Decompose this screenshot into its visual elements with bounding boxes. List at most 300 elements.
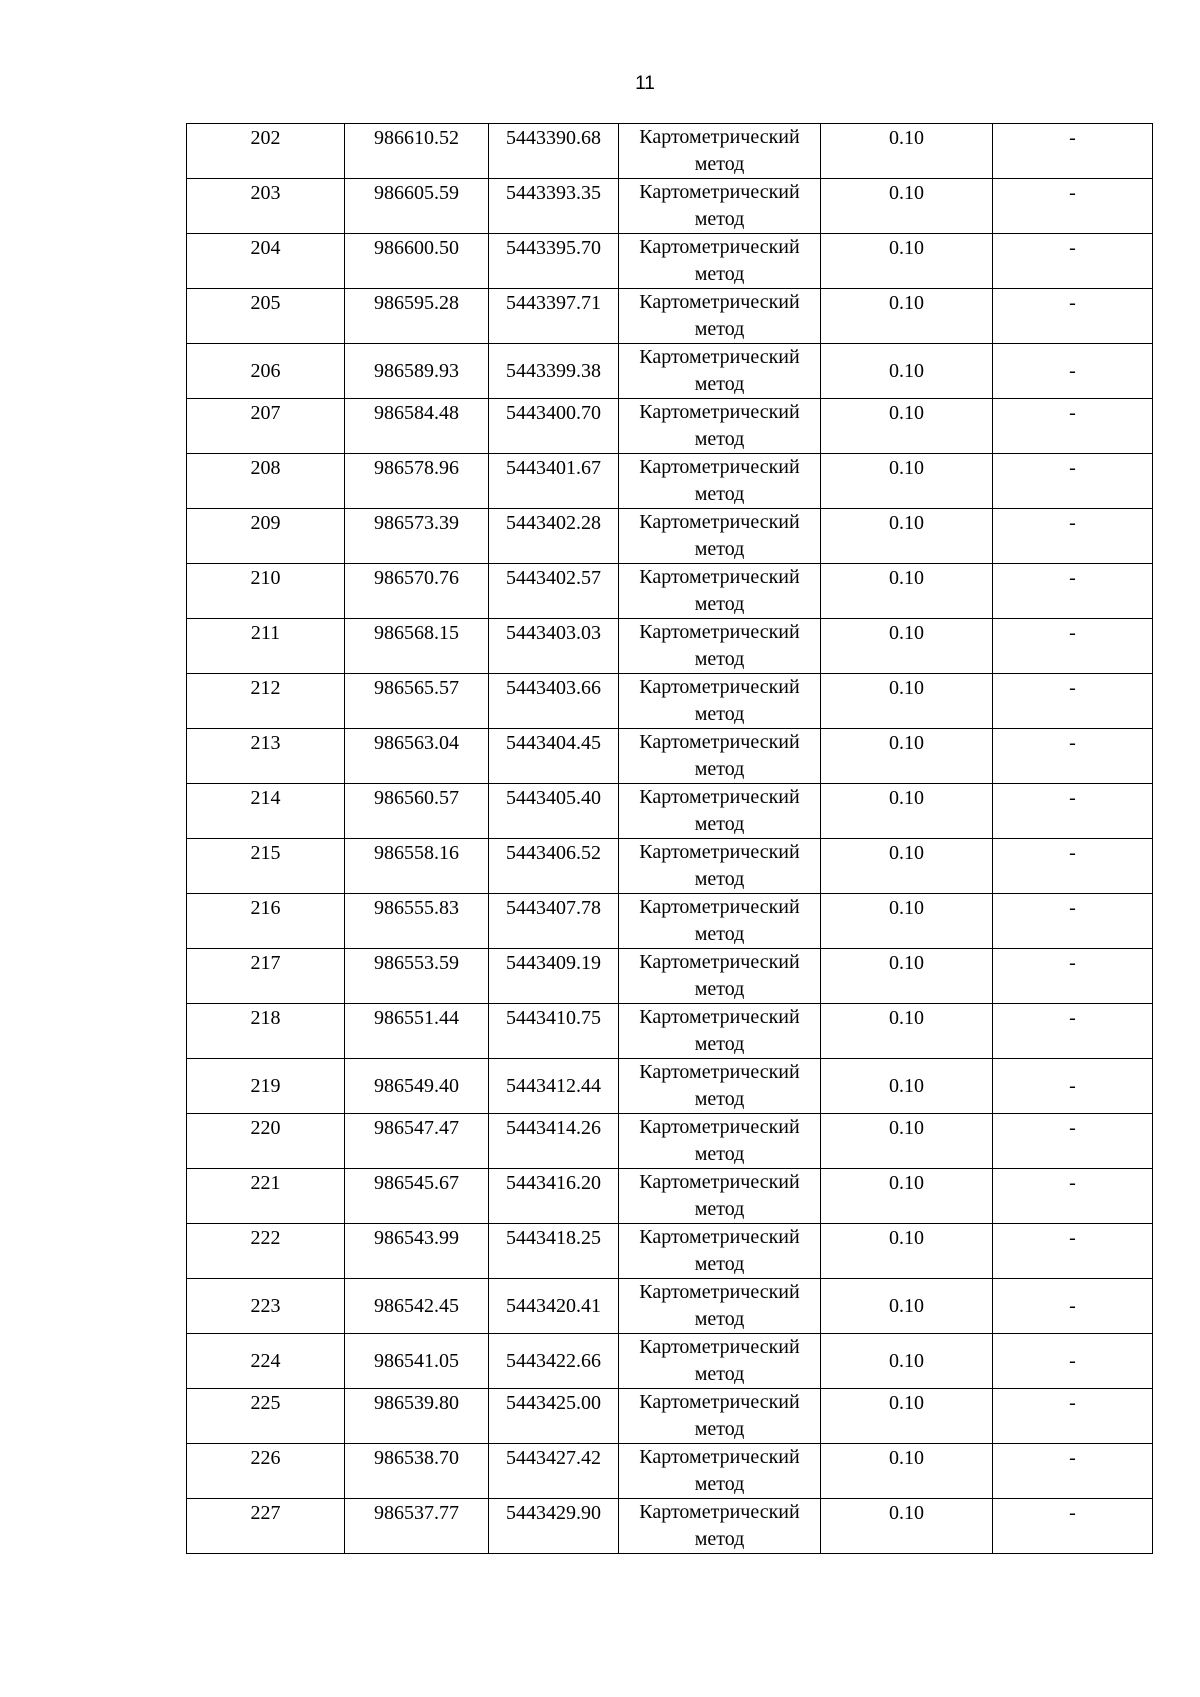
x-coordinate-value: 986584.48 <box>374 402 459 424</box>
method-line-2: метод <box>694 1198 745 1220</box>
accuracy-cell <box>821 619 993 674</box>
x-coordinate-cell <box>345 1279 489 1334</box>
method-cell <box>619 1334 821 1389</box>
table-row <box>187 619 1153 674</box>
method-cell <box>619 124 821 179</box>
method-line-2: метод <box>694 1528 745 1550</box>
table-row <box>187 1004 1153 1059</box>
accuracy-value: 0.10 <box>889 732 924 754</box>
y-coordinate-value: 5443400.70 <box>506 402 601 424</box>
point-number-value: 212 <box>250 677 281 699</box>
accuracy-cell <box>821 1389 993 1444</box>
accuracy-cell <box>821 729 993 784</box>
point-number-value: 207 <box>250 402 281 424</box>
note-value: - <box>1069 237 1076 259</box>
y-coordinate-cell <box>489 1334 619 1389</box>
x-coordinate-cell <box>345 289 489 344</box>
point-number-value: 216 <box>250 897 281 919</box>
point-number-cell <box>187 1334 345 1389</box>
x-coordinate-value: 986560.57 <box>374 787 459 809</box>
point-number-value: 202 <box>250 127 281 149</box>
note-value: - <box>1069 732 1076 754</box>
method-line-2: метод <box>694 923 745 945</box>
x-coordinate-cell <box>345 839 489 894</box>
method-line-1: Картометрический <box>639 621 800 643</box>
method-line-2: метод <box>694 868 745 890</box>
accuracy-value: 0.10 <box>889 1502 924 1524</box>
accuracy-cell <box>821 839 993 894</box>
x-coordinate-value: 986549.40 <box>374 1075 459 1097</box>
point-number-cell <box>187 674 345 729</box>
method-cell <box>619 894 821 949</box>
table-row <box>187 564 1153 619</box>
point-number-cell <box>187 1224 345 1279</box>
table-row <box>187 949 1153 1004</box>
note-cell <box>993 399 1153 454</box>
method-line-1: Картометрический <box>639 566 800 588</box>
note-cell <box>993 1334 1153 1389</box>
method-line-2: метод <box>694 263 745 285</box>
x-coordinate-value: 986543.99 <box>374 1227 459 1249</box>
accuracy-cell <box>821 179 993 234</box>
table-row <box>187 124 1153 179</box>
method-cell <box>619 1279 821 1334</box>
note-cell <box>993 839 1153 894</box>
y-coordinate-value: 5443402.28 <box>506 512 601 534</box>
note-cell <box>993 1059 1153 1114</box>
x-coordinate-cell <box>345 399 489 454</box>
method-line-1: Картометрический <box>639 951 800 973</box>
y-coordinate-cell <box>489 1499 619 1554</box>
note-cell <box>993 619 1153 674</box>
accuracy-cell <box>821 564 993 619</box>
accuracy-value: 0.10 <box>889 360 924 382</box>
x-coordinate-value: 986589.93 <box>374 360 459 382</box>
y-coordinate-cell <box>489 344 619 399</box>
x-coordinate-cell <box>345 564 489 619</box>
method-line-1: Картометрический <box>639 1391 800 1413</box>
accuracy-value: 0.10 <box>889 952 924 974</box>
note-value: - <box>1069 1075 1076 1097</box>
point-number-cell <box>187 784 345 839</box>
point-number-value: 214 <box>250 787 281 809</box>
y-coordinate-value: 5443427.42 <box>506 1447 601 1469</box>
note-cell <box>993 1499 1153 1554</box>
note-value: - <box>1069 1117 1076 1139</box>
note-value: - <box>1069 1447 1076 1469</box>
x-coordinate-value: 986545.67 <box>374 1172 459 1194</box>
point-number-cell <box>187 399 345 454</box>
y-coordinate-value: 5443403.66 <box>506 677 601 699</box>
method-line-2: метод <box>694 208 745 230</box>
table-row <box>187 399 1153 454</box>
accuracy-cell <box>821 1334 993 1389</box>
y-coordinate-cell <box>489 1279 619 1334</box>
accuracy-cell <box>821 344 993 399</box>
accuracy-cell <box>821 784 993 839</box>
note-cell <box>993 784 1153 839</box>
point-number-cell <box>187 1004 345 1059</box>
note-value: - <box>1069 1007 1076 1029</box>
point-number-cell <box>187 839 345 894</box>
point-number-cell <box>187 234 345 289</box>
method-line-1: Картометрический <box>639 1446 800 1468</box>
table-row <box>187 839 1153 894</box>
note-cell <box>993 1444 1153 1499</box>
point-number-cell <box>187 344 345 399</box>
point-number-value: 213 <box>250 732 281 754</box>
point-number-cell <box>187 509 345 564</box>
accuracy-cell <box>821 399 993 454</box>
y-coordinate-cell <box>489 454 619 509</box>
accuracy-value: 0.10 <box>889 182 924 204</box>
x-coordinate-cell <box>345 1389 489 1444</box>
method-line-2: метод <box>694 1253 745 1275</box>
note-cell <box>993 729 1153 784</box>
point-number-value: 227 <box>250 1502 281 1524</box>
note-cell <box>993 564 1153 619</box>
method-line-1: Картометрический <box>639 786 800 808</box>
x-coordinate-value: 986578.96 <box>374 457 459 479</box>
method-line-2: метод <box>694 813 745 835</box>
accuracy-cell <box>821 1059 993 1114</box>
table-body <box>187 124 1153 1554</box>
point-number-value: 224 <box>250 1350 281 1372</box>
accuracy-value: 0.10 <box>889 1075 924 1097</box>
method-line-2: метод <box>694 1308 745 1330</box>
y-coordinate-cell <box>489 179 619 234</box>
method-line-1: Картометрический <box>639 1501 800 1523</box>
method-line-2: метод <box>694 1143 745 1165</box>
y-coordinate-value: 5443410.75 <box>506 1007 601 1029</box>
y-coordinate-cell <box>489 839 619 894</box>
note-cell <box>993 1224 1153 1279</box>
method-line-1: Картометрический <box>639 346 800 368</box>
y-coordinate-cell <box>489 894 619 949</box>
point-number-value: 218 <box>250 1007 281 1029</box>
method-cell <box>619 1059 821 1114</box>
note-value: - <box>1069 1502 1076 1524</box>
method-line-1: Картометрический <box>639 236 800 258</box>
table-row <box>187 289 1153 344</box>
method-cell <box>619 179 821 234</box>
x-coordinate-cell <box>345 1224 489 1279</box>
x-coordinate-value: 986568.15 <box>374 622 459 644</box>
accuracy-value: 0.10 <box>889 567 924 589</box>
table-row <box>187 509 1153 564</box>
x-coordinate-value: 986538.70 <box>374 1447 459 1469</box>
y-coordinate-value: 5443393.35 <box>506 182 601 204</box>
point-number-cell <box>187 124 345 179</box>
y-coordinate-value: 5443401.67 <box>506 457 601 479</box>
method-line-2: метод <box>694 978 745 1000</box>
x-coordinate-cell <box>345 1059 489 1114</box>
method-cell <box>619 399 821 454</box>
y-coordinate-cell <box>489 289 619 344</box>
y-coordinate-cell <box>489 1059 619 1114</box>
x-coordinate-cell <box>345 124 489 179</box>
note-cell <box>993 1389 1153 1444</box>
note-cell <box>993 344 1153 399</box>
point-number-value: 219 <box>250 1075 281 1097</box>
x-coordinate-value: 986563.04 <box>374 732 459 754</box>
note-cell <box>993 1114 1153 1169</box>
y-coordinate-cell <box>489 784 619 839</box>
method-line-1: Картометрический <box>639 456 800 478</box>
accuracy-value: 0.10 <box>889 1227 924 1249</box>
y-coordinate-value: 5443406.52 <box>506 842 601 864</box>
point-number-cell <box>187 289 345 344</box>
accuracy-value: 0.10 <box>889 1350 924 1372</box>
point-number-value: 217 <box>250 952 281 974</box>
note-value: - <box>1069 567 1076 589</box>
method-line-2: метод <box>694 1418 745 1440</box>
x-coordinate-value: 986542.45 <box>374 1295 459 1317</box>
accuracy-value: 0.10 <box>889 1295 924 1317</box>
method-line-1: Картометрический <box>639 511 800 533</box>
note-cell <box>993 949 1153 1004</box>
x-coordinate-value: 986600.50 <box>374 237 459 259</box>
x-coordinate-cell <box>345 1114 489 1169</box>
method-cell <box>619 234 821 289</box>
table-row <box>187 1444 1153 1499</box>
x-coordinate-value: 986558.16 <box>374 842 459 864</box>
accuracy-value: 0.10 <box>889 622 924 644</box>
x-coordinate-value: 986547.47 <box>374 1117 459 1139</box>
method-cell <box>619 1444 821 1499</box>
x-coordinate-value: 986551.44 <box>374 1007 459 1029</box>
point-number-value: 208 <box>250 457 281 479</box>
y-coordinate-value: 5443404.45 <box>506 732 601 754</box>
accuracy-cell <box>821 509 993 564</box>
accuracy-cell <box>821 1114 993 1169</box>
note-value: - <box>1069 292 1076 314</box>
method-line-1: Картометрический <box>639 731 800 753</box>
table-row <box>187 894 1153 949</box>
accuracy-value: 0.10 <box>889 787 924 809</box>
x-coordinate-cell <box>345 509 489 564</box>
y-coordinate-value: 5443405.40 <box>506 787 601 809</box>
y-coordinate-value: 5443418.25 <box>506 1227 601 1249</box>
point-number-value: 226 <box>250 1447 281 1469</box>
y-coordinate-value: 5443407.78 <box>506 897 601 919</box>
accuracy-cell <box>821 1499 993 1554</box>
point-number-value: 222 <box>250 1227 281 1249</box>
y-coordinate-cell <box>489 619 619 674</box>
accuracy-value: 0.10 <box>889 237 924 259</box>
table-row <box>187 1334 1153 1389</box>
x-coordinate-cell <box>345 1334 489 1389</box>
note-cell <box>993 1169 1153 1224</box>
accuracy-cell <box>821 1224 993 1279</box>
accuracy-value: 0.10 <box>889 677 924 699</box>
note-value: - <box>1069 182 1076 204</box>
point-number-cell <box>187 564 345 619</box>
point-number-value: 206 <box>250 360 281 382</box>
y-coordinate-cell <box>489 234 619 289</box>
note-cell <box>993 509 1153 564</box>
accuracy-value: 0.10 <box>889 457 924 479</box>
x-coordinate-cell <box>345 729 489 784</box>
accuracy-value: 0.10 <box>889 1172 924 1194</box>
table-row <box>187 1059 1153 1114</box>
method-line-2: метод <box>694 483 745 505</box>
table-row <box>187 674 1153 729</box>
method-line-1: Картометрический <box>639 1281 800 1303</box>
method-line-2: метод <box>694 373 745 395</box>
note-value: - <box>1069 622 1076 644</box>
accuracy-cell <box>821 1279 993 1334</box>
accuracy-value: 0.10 <box>889 1117 924 1139</box>
method-line-2: метод <box>694 428 745 450</box>
note-value: - <box>1069 677 1076 699</box>
note-value: - <box>1069 787 1076 809</box>
method-line-2: метод <box>694 648 745 670</box>
table-row <box>187 179 1153 234</box>
note-cell <box>993 454 1153 509</box>
y-coordinate-value: 5443429.90 <box>506 1502 601 1524</box>
method-line-1: Картометрический <box>639 1336 800 1358</box>
method-line-1: Картометрический <box>639 1061 800 1083</box>
y-coordinate-value: 5443403.03 <box>506 622 601 644</box>
accuracy-cell <box>821 234 993 289</box>
method-line-2: метод <box>694 1363 745 1385</box>
x-coordinate-value: 986539.80 <box>374 1392 459 1414</box>
method-line-1: Картометрический <box>639 126 800 148</box>
x-coordinate-cell <box>345 179 489 234</box>
x-coordinate-cell <box>345 949 489 1004</box>
note-value: - <box>1069 127 1076 149</box>
method-line-2: метод <box>694 1473 745 1495</box>
note-value: - <box>1069 1392 1076 1414</box>
point-number-cell <box>187 454 345 509</box>
y-coordinate-cell <box>489 1114 619 1169</box>
y-coordinate-value: 5443397.71 <box>506 292 601 314</box>
y-coordinate-value: 5443420.41 <box>506 1295 601 1317</box>
point-number-value: 209 <box>250 512 281 534</box>
method-line-1: Картометрический <box>639 841 800 863</box>
point-number-cell <box>187 1389 345 1444</box>
y-coordinate-value: 5443402.57 <box>506 567 601 589</box>
method-cell <box>619 509 821 564</box>
accuracy-cell <box>821 674 993 729</box>
note-value: - <box>1069 1227 1076 1249</box>
method-line-1: Картометрический <box>639 1171 800 1193</box>
y-coordinate-value: 5443395.70 <box>506 237 601 259</box>
y-coordinate-cell <box>489 674 619 729</box>
y-coordinate-cell <box>489 1169 619 1224</box>
accuracy-value: 0.10 <box>889 1007 924 1029</box>
y-coordinate-value: 5443390.68 <box>506 127 601 149</box>
y-coordinate-cell <box>489 1004 619 1059</box>
x-coordinate-cell <box>345 1169 489 1224</box>
table-row <box>187 1389 1153 1444</box>
note-value: - <box>1069 360 1076 382</box>
accuracy-value: 0.10 <box>889 1392 924 1414</box>
note-value: - <box>1069 402 1076 424</box>
accuracy-value: 0.10 <box>889 897 924 919</box>
x-coordinate-value: 986595.28 <box>374 292 459 314</box>
method-cell <box>619 619 821 674</box>
y-coordinate-value: 5443409.19 <box>506 952 601 974</box>
x-coordinate-cell <box>345 1499 489 1554</box>
accuracy-cell <box>821 1169 993 1224</box>
accuracy-value: 0.10 <box>889 402 924 424</box>
note-value: - <box>1069 1295 1076 1317</box>
x-coordinate-value: 986570.76 <box>374 567 459 589</box>
accuracy-cell <box>821 454 993 509</box>
point-number-cell <box>187 1114 345 1169</box>
y-coordinate-value: 5443414.26 <box>506 1117 601 1139</box>
y-coordinate-cell <box>489 1444 619 1499</box>
method-line-1: Картометрический <box>639 401 800 423</box>
note-value: - <box>1069 1350 1076 1372</box>
note-value: - <box>1069 842 1076 864</box>
method-line-2: метод <box>694 703 745 725</box>
method-line-2: метод <box>694 593 745 615</box>
accuracy-cell <box>821 289 993 344</box>
x-coordinate-value: 986565.57 <box>374 677 459 699</box>
point-number-value: 205 <box>250 292 281 314</box>
x-coordinate-cell <box>345 454 489 509</box>
x-coordinate-value: 986553.59 <box>374 952 459 974</box>
accuracy-cell <box>821 1444 993 1499</box>
point-number-cell <box>187 894 345 949</box>
y-coordinate-value: 5443399.38 <box>506 360 601 382</box>
table-row <box>187 784 1153 839</box>
x-coordinate-cell <box>345 674 489 729</box>
method-line-2: метод <box>694 318 745 340</box>
x-coordinate-cell <box>345 234 489 289</box>
y-coordinate-cell <box>489 729 619 784</box>
point-number-cell <box>187 179 345 234</box>
y-coordinate-value: 5443422.66 <box>506 1350 601 1372</box>
table-row <box>187 1279 1153 1334</box>
note-cell <box>993 179 1153 234</box>
x-coordinate-cell <box>345 784 489 839</box>
x-coordinate-value: 986605.59 <box>374 182 459 204</box>
table-row <box>187 729 1153 784</box>
point-number-cell <box>187 1169 345 1224</box>
method-cell <box>619 1389 821 1444</box>
note-cell <box>993 234 1153 289</box>
method-line-2: метод <box>694 758 745 780</box>
note-cell <box>993 1279 1153 1334</box>
point-number-value: 203 <box>250 182 281 204</box>
y-coordinate-cell <box>489 399 619 454</box>
point-number-cell <box>187 1499 345 1554</box>
method-line-1: Картометрический <box>639 896 800 918</box>
accuracy-value: 0.10 <box>889 1447 924 1469</box>
note-cell <box>993 674 1153 729</box>
method-cell <box>619 289 821 344</box>
point-number-value: 221 <box>250 1172 281 1194</box>
method-line-2: метод <box>694 1088 745 1110</box>
method-line-2: метод <box>694 1033 745 1055</box>
note-cell <box>993 124 1153 179</box>
note-value: - <box>1069 512 1076 534</box>
x-coordinate-value: 986573.39 <box>374 512 459 534</box>
method-line-1: Картометрический <box>639 1226 800 1248</box>
accuracy-cell <box>821 124 993 179</box>
table-row <box>187 1114 1153 1169</box>
x-coordinate-value: 986541.05 <box>374 1350 459 1372</box>
accuracy-value: 0.10 <box>889 842 924 864</box>
x-coordinate-value: 986555.83 <box>374 897 459 919</box>
note-cell <box>993 894 1153 949</box>
accuracy-value: 0.10 <box>889 292 924 314</box>
method-cell <box>619 454 821 509</box>
